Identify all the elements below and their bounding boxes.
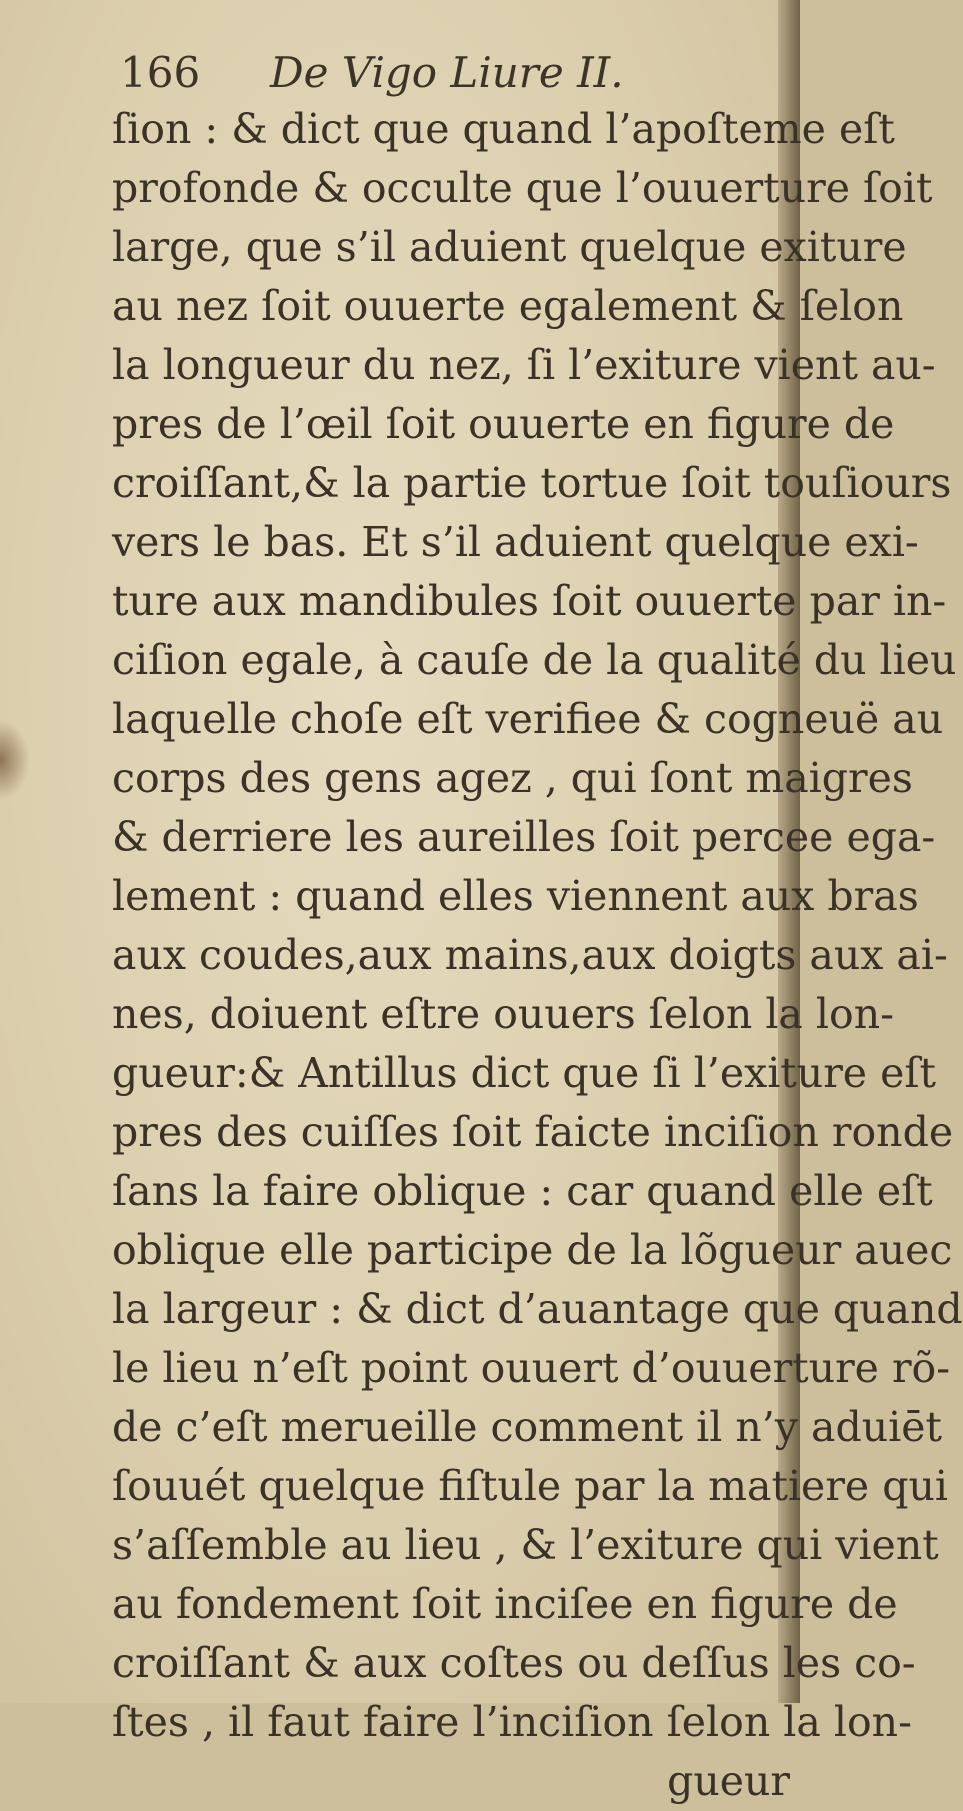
text-line: la largeur : & dict d’auantage que quand (112, 1285, 963, 1333)
text-line: croiſſant,& la partie tortue ſoit touſiours (112, 459, 952, 507)
text-line: la longueur du nez, ſi l’exiture vient au- (112, 341, 936, 389)
text-line: & derriere les aureilles ſoit percee ega- (112, 813, 936, 861)
text-line: lement : quand elles viennent aux bras (112, 872, 919, 920)
text-line: laquelle choſe eſt verifiee & cogneuë au (112, 695, 944, 743)
catchword: gueur (667, 1757, 790, 1805)
text-line: pres de l’œil ſoit ouuerte en figure de (112, 400, 895, 448)
text-line: ture aux mandibules ſoit ouuerte par in- (112, 577, 947, 625)
text-line: ſtes , il faut faire l’inciſion ſelon la lon- (112, 1698, 912, 1746)
text-line: s’aſſemble au lieu , & l’exiture qui vient (112, 1521, 939, 1569)
text-line: nes, doiuent eſtre ouuers ſelon la lon- (112, 990, 894, 1038)
text-line: ſion : & dict que quand l’apoſteme eſt (112, 105, 895, 153)
text-line: large, que s’il aduient quelque exiture (112, 223, 907, 271)
text-line: croiſſant & aux coſtes ou deſſus les co- (112, 1639, 916, 1687)
text-line: ſouuét quelque fiſtule par la matiere qui (112, 1462, 948, 1510)
running-title: De Vigo Liure II. (270, 48, 624, 97)
text-line: aux coudes,aux mains,aux doigts aux ai- (112, 931, 948, 979)
text-line: au nez ſoit ouuerte egalement & ſelon (112, 282, 904, 330)
text-line: corps des gens agez , qui ſont maigres (112, 754, 913, 802)
text-line: de c’eſt merueille comment il n’y aduiēt (112, 1403, 942, 1451)
text-line: ciſion egale, à cauſe de la qualité du lieu (112, 636, 957, 684)
page-number: 166 (120, 48, 201, 97)
text-line: gueur:& Antillus dict que ſi l’exiture eſt (112, 1049, 937, 1097)
text-line: ſans la faire oblique : car quand elle eſt (112, 1167, 933, 1215)
body-text (112, 100, 963, 1811)
text-line: au fondement ſoit inciſee en figure de (112, 1580, 898, 1628)
paper-stain (0, 720, 30, 800)
text-line: oblique elle participe de la lõgueur auec (112, 1226, 953, 1274)
text-line: vers le bas. Et s’il aduient quelque exi- (112, 518, 919, 566)
text-line: pres des cuiſſes ſoit faicte inciſion ronde (112, 1108, 954, 1156)
text-line: profonde & occulte que l’ouuerture ſoit (112, 164, 933, 212)
text-line: le lieu n’eſt point ouuert d’ouuerture rõ- (112, 1344, 951, 1392)
